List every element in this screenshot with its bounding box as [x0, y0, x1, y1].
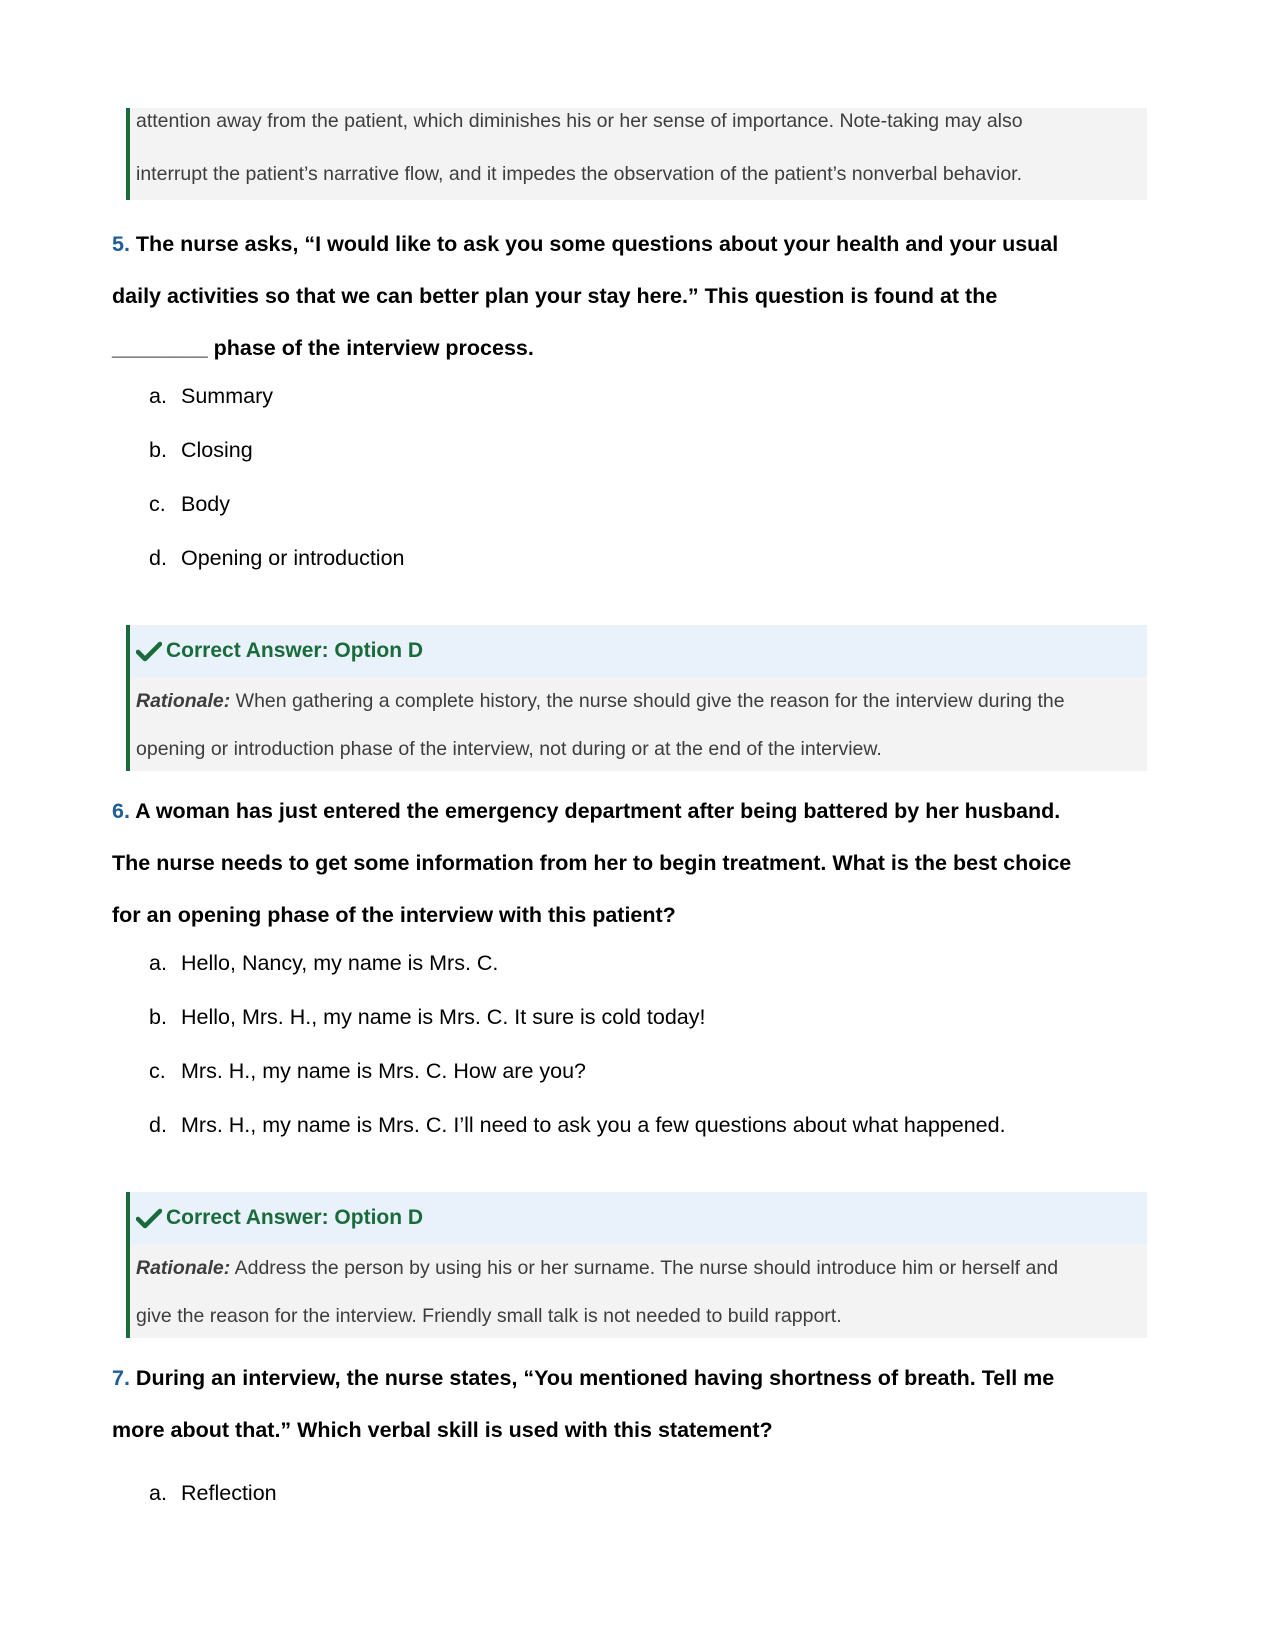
option-text: Summary [181, 384, 273, 408]
rationale-label: Rationale: [136, 690, 231, 712]
option-text: Reflection [181, 1481, 277, 1505]
option-text: Mrs. H., my name is Mrs. C. I’ll need to ask you a few questions about what happened. [181, 1113, 1006, 1137]
question-7 [112, 1352, 1152, 1456]
rationale-line: opening or introduction phase of the interview, not during or at the end of the interview. [136, 738, 882, 760]
rationale-label: Rationale: [136, 1257, 231, 1279]
option-text: Hello, Nancy, my name is Mrs. C. [181, 951, 499, 975]
question-text-line: A woman has just entered the emergency department after being battered by her husband. [135, 799, 1061, 823]
answer-box-q6 [126, 1192, 1147, 1338]
option-a[interactable] [149, 384, 273, 409]
option-text: Mrs. H., my name is Mrs. C. How are you? [181, 1059, 586, 1083]
question-text-line: ________ phase of the interview process. [112, 336, 534, 360]
option-text: Hello, Mrs. H., my name is Mrs. C. It sure is cold today! [181, 1005, 706, 1029]
question-number: 7. [112, 1366, 130, 1390]
option-letter: d. [149, 546, 167, 570]
option-a[interactable] [149, 1481, 277, 1506]
option-letter: a. [149, 951, 167, 975]
question-text-line: for an opening phase of the interview with this patient? [112, 903, 676, 927]
checkmark-icon [136, 1207, 162, 1229]
option-letter: c. [149, 1059, 166, 1083]
option-a[interactable] [149, 951, 498, 976]
checkmark-icon [136, 640, 162, 662]
option-b[interactable] [149, 1005, 705, 1030]
option-letter: a. [149, 384, 167, 408]
rationale-line: give the reason for the interview. Friendly small talk is not needed to build rapport. [136, 1305, 842, 1327]
option-letter: a. [149, 1481, 167, 1505]
correct-answer-label: Correct Answer: Option D [166, 639, 424, 662]
option-b[interactable] [149, 438, 253, 463]
rationale-text: Address the person by using his or her surname. The nurse should introduce him or herself and [230, 1257, 1059, 1279]
option-letter: b. [149, 438, 167, 462]
question-text-line: daily activities so that we can better plan your stay here.” This question is found at the [112, 284, 998, 308]
rationale-text: When gathering a complete history, the nurse should give the reason for the interview during the [230, 690, 1065, 712]
option-letter: d. [149, 1113, 167, 1137]
rationale-line [130, 677, 1147, 725]
correct-answer-label: Correct Answer: Option D [166, 1206, 424, 1229]
rationale-line: interrupt the patient’s narrative flow, and it impedes the observation of the patient’s nonverbal behavior. [136, 163, 1023, 185]
rationale-line: attention away from the patient, which diminishes his or her sense of importance. Note-taking may also [136, 110, 1023, 132]
question-5 [112, 218, 1152, 374]
question-number: 5. [112, 232, 130, 256]
option-letter: b. [149, 1005, 167, 1029]
correct-answer-row [130, 1192, 1147, 1244]
rationale-line [130, 1244, 1147, 1292]
question-number: 6. [112, 799, 130, 823]
rationale-box-continued [126, 108, 1147, 200]
option-d[interactable] [149, 546, 405, 571]
correct-answer-row [130, 625, 1147, 677]
option-c[interactable] [149, 1059, 586, 1084]
question-text-line: The nurse needs to get some information from her to begin treatment. What is the best choice [112, 851, 1072, 875]
option-text: Opening or introduction [181, 546, 405, 570]
option-text: Body [181, 492, 231, 516]
question-text-line: The nurse asks, “I would like to ask you some questions about your health and your usual [135, 232, 1059, 256]
question-6 [112, 785, 1152, 941]
question-text-line: more about that.” Which verbal skill is used with this statement? [112, 1418, 773, 1442]
option-letter: c. [149, 492, 166, 516]
question-text-line: During an interview, the nurse states, “You mentioned having shortness of breath. Tell me [135, 1366, 1055, 1390]
option-d[interactable] [149, 1113, 1006, 1138]
answer-box-q5 [126, 625, 1147, 771]
option-text: Closing [181, 438, 253, 462]
option-c[interactable] [149, 492, 230, 517]
